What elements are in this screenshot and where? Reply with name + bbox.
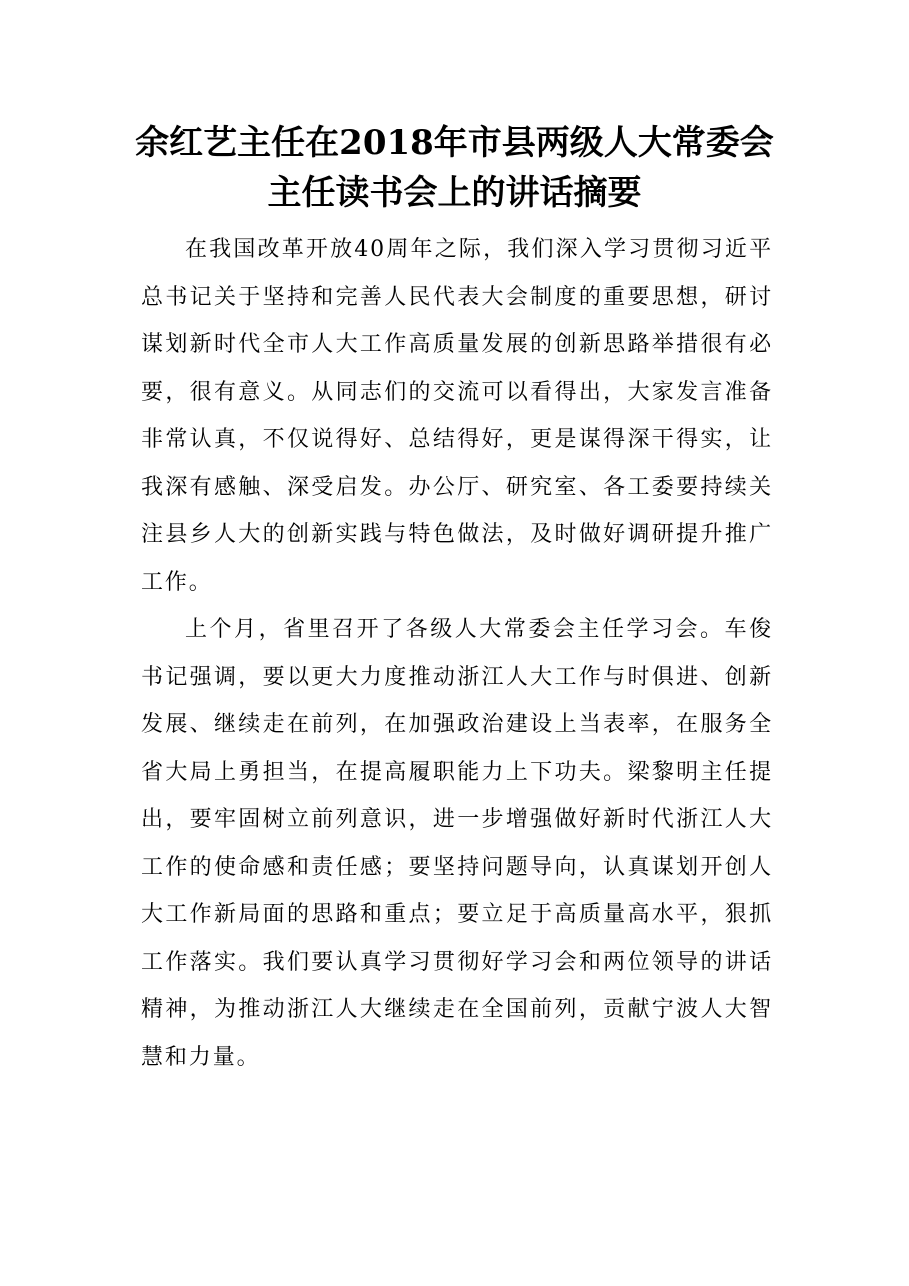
document-body <box>141 226 773 1081</box>
paragraph-2: 上个月，省里召开了各级人大常委会主任学习会。车俊书记强调，要以更大力度推动浙江人大工作与时俱进、创新发展、继续走在前列，在加强政治建设上当表率，在服务全省大局上勇担当，在提高履职能力上下功夫。梁黎明主任提出，要牢固树立前列意识，进一步增强做好新时代浙江人大工作的使命感和责任感；要坚持问题导向，认真谋划开创人大工作新局面的思路和重点；要立足于高质量高水平，狠抓工作落实。我们要认真学习贯彻好学习会和两位领导的讲话精神，为推动浙江人大继续走在全国前列，贡献宁波人大智慧和力量。 <box>141 617 773 1070</box>
title-line-1: 余红艺主任在2018年市县两级人大常委会 <box>135 123 774 163</box>
document-title <box>0 118 909 218</box>
title-line-2: 主任读书会上的讲话摘要 <box>267 173 642 213</box>
paragraph-1: 在我国改革开放40周年之际，我们深入学习贯彻习近平总书记关于坚持和完善人民代表大会制度的重要思想，研讨谋划新时代全市人大工作高质量发展的创新思路举措很有必要，很有意义。从同志们的交流可以看得出，大家发言准备非常认真，不仅说得好、总结得好，更是谋得深干得实，让我深有感触、深受启发。办公厅、研究室、各工委要持续关注县乡人大的创新实践与特色做法，及时做好调研提升推广工作。 <box>141 237 773 595</box>
